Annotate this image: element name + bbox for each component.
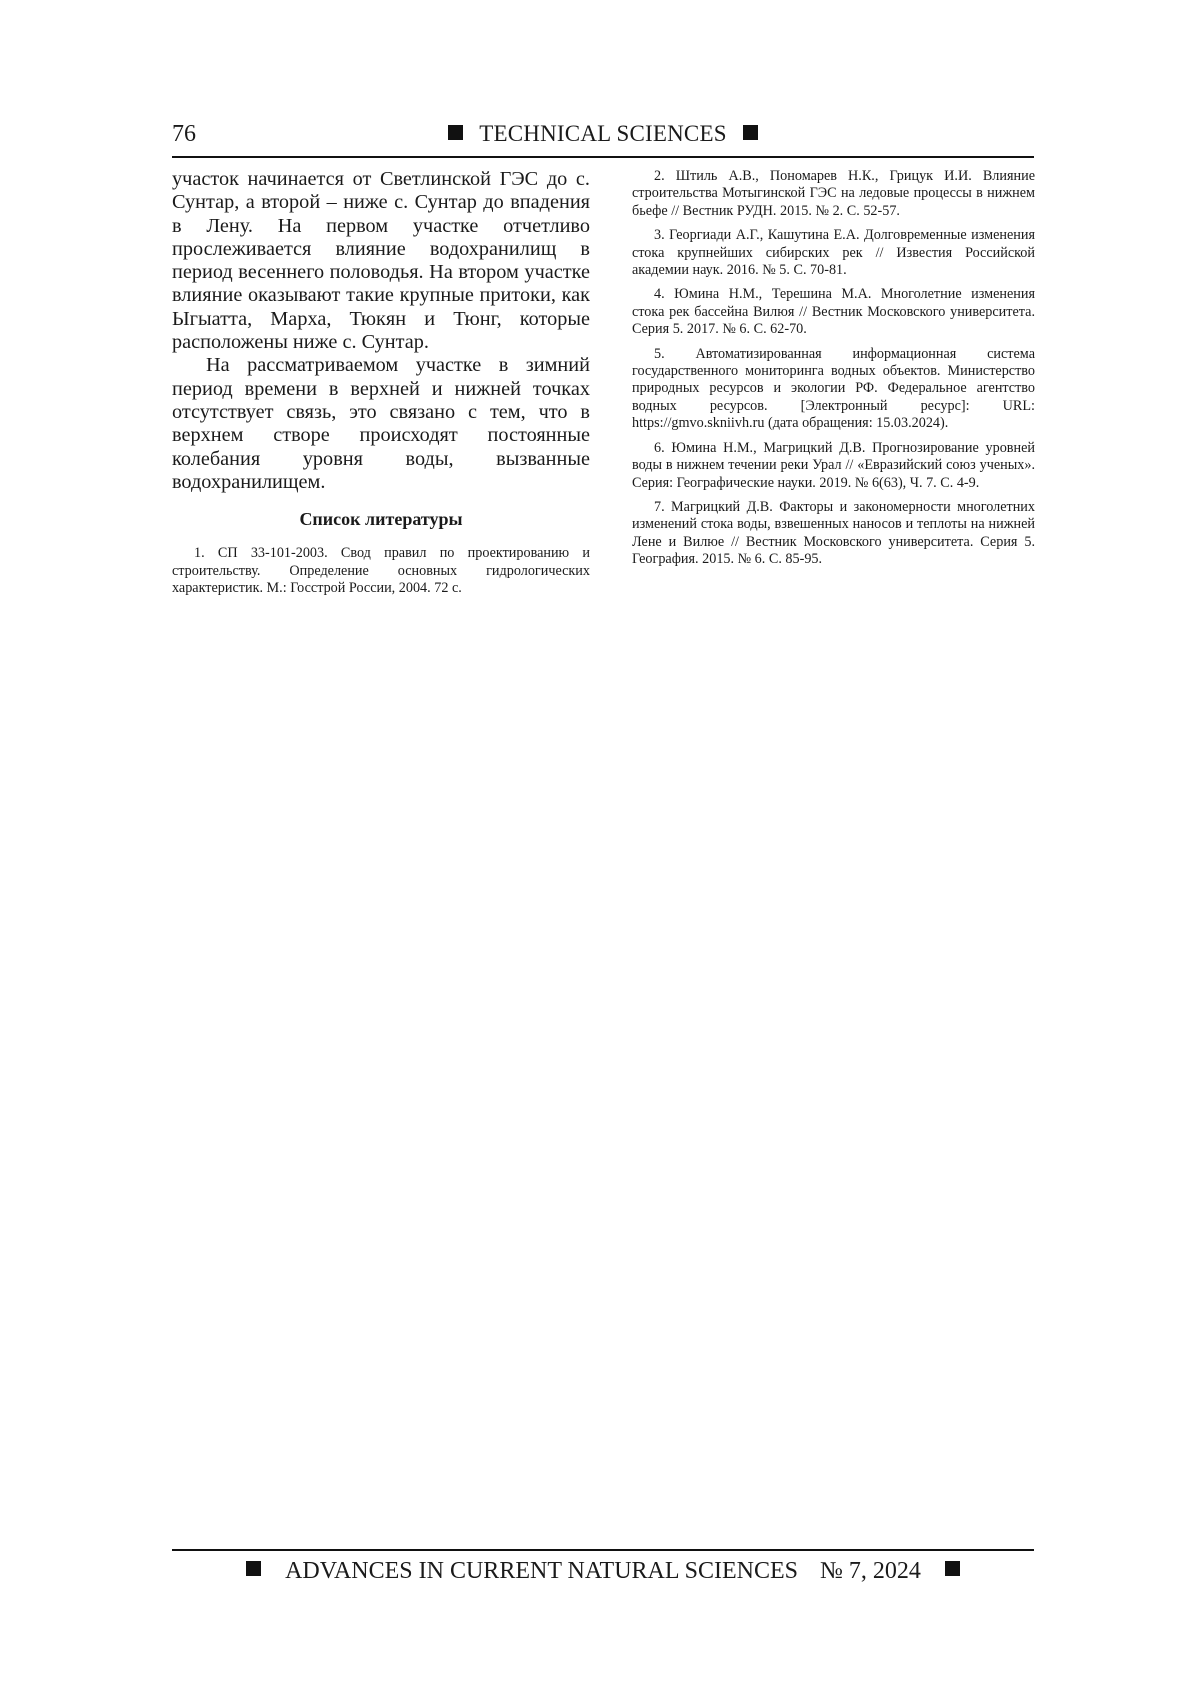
reference-item: 7. Магрицкий Д.В. Факторы и закономерности многолетних изменений стока воды, взвешенных наносов и теплоты на нижней Лене и Вилюе // Вестник Московского университета. Серия 5. География. 2015. № 6. С. 85-95. xyxy=(632,498,1035,568)
journal-section-title xyxy=(172,120,1034,148)
header-divider xyxy=(172,156,1034,158)
reference-item: 5. Автоматизированная информационная система государственного мониторинга водных объектов. Министерство природных ресурсов и экологии РФ. Федеральное агентство водных ресурсов. [Электронный ресурс]: URL: https://gmvo.skniivh.ru (дата обращения: 15.03.2024). xyxy=(632,345,1035,432)
black-square-icon xyxy=(743,125,758,140)
body-paragraph: участок начинается от Светлинской ГЭС до с. Сунтар, а второй – ниже с. Сунтар до впадения в Лену. На первом участке отчетливо прослеживается влияние водохранилищ в период весеннего половодья. На втором участке влияние оказывают такие крупные притоки, как Ыгыатта, Марха, Тюкян и Тюнг, которые расположены ниже с. Сунтар. xyxy=(172,168,590,354)
issue-number: № 7, 2024 xyxy=(820,1558,921,1584)
footer-divider xyxy=(172,1549,1034,1551)
journal-name: ADVANCES IN CURRENT NATURAL SCIENCES xyxy=(285,1558,799,1584)
right-column xyxy=(632,168,1035,576)
page-header xyxy=(172,118,1034,158)
reference-item: 4. Юмина Н.М., Терешина М.А. Многолетние изменения стока рек бассейна Вилюя // Вестник Московского университета. Серия 5. 2017. № 6. С. 62-70. xyxy=(632,286,1035,338)
black-square-icon xyxy=(945,1561,960,1576)
page-number: 76 xyxy=(172,121,196,147)
black-square-icon xyxy=(448,125,463,140)
reference-item: 3. Георгиади А.Г., Кашутина Е.А. Долговременные изменения стока крупнейших сибирских рек // Известия Российской академии наук. 2016. № 5. С. 70-81. xyxy=(632,227,1035,279)
journal-section-label: TECHNICAL SCIENCES xyxy=(479,121,727,146)
references-heading: Список литературы xyxy=(299,509,463,530)
left-column xyxy=(172,168,590,603)
reference-item: 2. Штиль А.В., Пономарев Н.К., Грицук И.И. Влияние строительства Мотыгинской ГЭС на ледовые процессы в нижнем бьефе // Вестник РУДН. 2015. № 2. С. 52-57. xyxy=(632,168,1035,219)
page-footer xyxy=(172,1556,1034,1586)
body-paragraph: На рассматриваемом участке в зимний период времени в верхней и нижней точках отсутствует связь, это связано с тем, что в верхнем створе происходят постоянные колебания уровня воды, вызванные водохранилищем. xyxy=(172,354,590,493)
reference-item: 1. СП 33-101-2003. Свод правил по проектированию и строительству. Определение основных гидрологических характеристик. М.: Госстрой России, 2004. 72 с. xyxy=(172,545,590,596)
black-square-icon xyxy=(246,1561,261,1576)
reference-item: 6. Юмина Н.М., Магрицкий Д.В. Прогнозирование уровней воды в нижнем течении реки Урал // «Евразийский союз ученых». Серия: Географические науки. 2019. № 6(63), Ч. 7. С. 4-9. xyxy=(632,439,1035,491)
